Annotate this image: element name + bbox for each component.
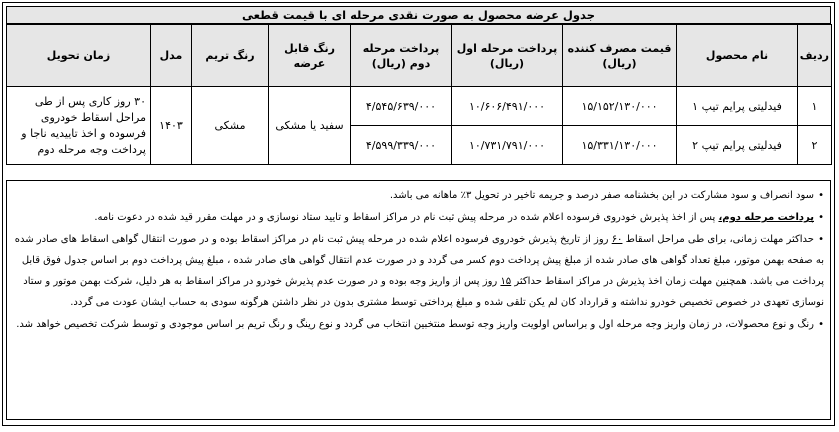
note-1-text: سود انصراف و سود مشارکت در این بخشنامه صفر درصد و جریمه تاخیر در تحویل ۳٪ ماهانه می باشد. [389,190,814,201]
note-3-part-a: حداکثر مهلت زمانی، برای طی مراحل اسقاط [622,234,814,245]
note-3-days-15: ۱۵ [500,276,512,287]
cell-trim: مشکی [192,87,269,165]
header-price: قیمت مصرف کننده (ریال) [563,25,677,87]
note-2-text: پس از اخذ پذیرش خودروی فرسوده اعلام شده در مرحله پیش ثبت نام در مراکز اسقاط و تایید ستاد نوسازی و در مهلت مقرر قید شده در دعوت نامه. [94,212,719,223]
table-title: جدول عرضه محصول به صورت نقدی مرحله ای با قیمت قطعی [6,6,831,24]
cell-row-number: ۱ [798,87,832,126]
bullet-icon: • [818,212,824,223]
header-color: رنگ قابل عرضه [269,25,351,87]
cell-model: ۱۴۰۳ [151,87,192,165]
note-2 [13,207,824,228]
header-pay1: پرداخت مرحله اول (ریال) [452,25,563,87]
header-trim: رنگ تریم [192,25,269,87]
table-row [7,87,832,126]
note-4 [13,314,824,335]
cell-product: فیدلیتی پرایم تیپ ۲ [677,126,798,165]
header-model: مدل [151,25,192,87]
note-3 [13,229,824,313]
cell-row-number: ۲ [798,126,832,165]
bullet-icon: • [818,234,824,245]
bullet-icon: • [818,319,824,330]
cell-color: سفید یا مشکی [269,87,351,165]
note-2-label: پرداخت مرحله دوم، [718,212,814,223]
notes-box [6,180,831,420]
cell-pay2: ۴/۵۹۹/۳۳۹/۰۰۰ [351,126,452,165]
cell-price: ۱۵/۱۵۲/۱۳۰/۰۰۰ [563,87,677,126]
header-product: نام محصول [677,25,798,87]
cell-product: فیدلیتی پرایم تیپ ۱ [677,87,798,126]
note-3-part-b: روز از تاریخ پذیرش خودروی فرسوده اعلام شده در مرحله پیش ثبت نام در مراکز اسقاط بوده و در صورت انتقال گواهی اسقاط های صادر شده به صفحه بهمن موتور، مبلغ تعداد گواهی های صادر شده از مبلغ پیش پرداخت دوم کسر می گردد و در صورت عدم انتقال گواهی های صادر شده ، مبلغ پیش پرداخت دوم بر اساس جدول فوق قابل پرداخت می باشد. همچنین مهلت زمان اخذ پذیرش در مراکز اسقاط حداکثر [14,234,824,287]
header-row [7,25,832,87]
price-table [6,24,832,165]
cell-pay1: ۱۰/۷۳۱/۷۹۱/۰۰۰ [452,126,563,165]
note-4-text: رنگ و نوع محصولات، در زمان واریز وجه مرحله اول و براساس اولویت واریز وجه توسط منتخبین انتخاب می گردد و نوع رینگ و رنگ تریم بر اساس موجودی و توسط شرکت تخصیص خواهد شد. [16,319,814,330]
note-3-days-60: ۶۰ [611,234,623,245]
cell-pay1: ۱۰/۶۰۶/۴۹۱/۰۰۰ [452,87,563,126]
header-row-number: ردیف [798,25,832,87]
cell-delivery: ۳۰ روز کاری پس از طی مراحل اسقاط خودروی فرسوده و اخذ تاییدیه ناجا و پرداخت وجه مرحله دوم [7,87,151,165]
cell-price: ۱۵/۳۳۱/۱۳۰/۰۰۰ [563,126,677,165]
header-pay2: پرداخت مرحله دوم (ریال) [351,25,452,87]
bullet-icon: • [818,190,824,201]
cell-pay2: ۴/۵۴۵/۶۳۹/۰۰۰ [351,87,452,126]
note-3-part-c: روز پس از واریز وجه بوده و در صورت عدم پذیرش خودرو در مراکز اسقاط به هر دلیل، شرکت بهمن موتور و ستاد نوسازی تعهدی در خصوص تخصیص خودرو نداشته و قرارداد کان لم یکن تلقی شده و مبلغ پرداختی توسط مشتری بدون در نظر داشتن هرگونه سودی به حساب ایشان عودت می گردد. [23,276,824,308]
header-delivery: زمان تحویل [7,25,151,87]
note-1 [13,185,824,206]
